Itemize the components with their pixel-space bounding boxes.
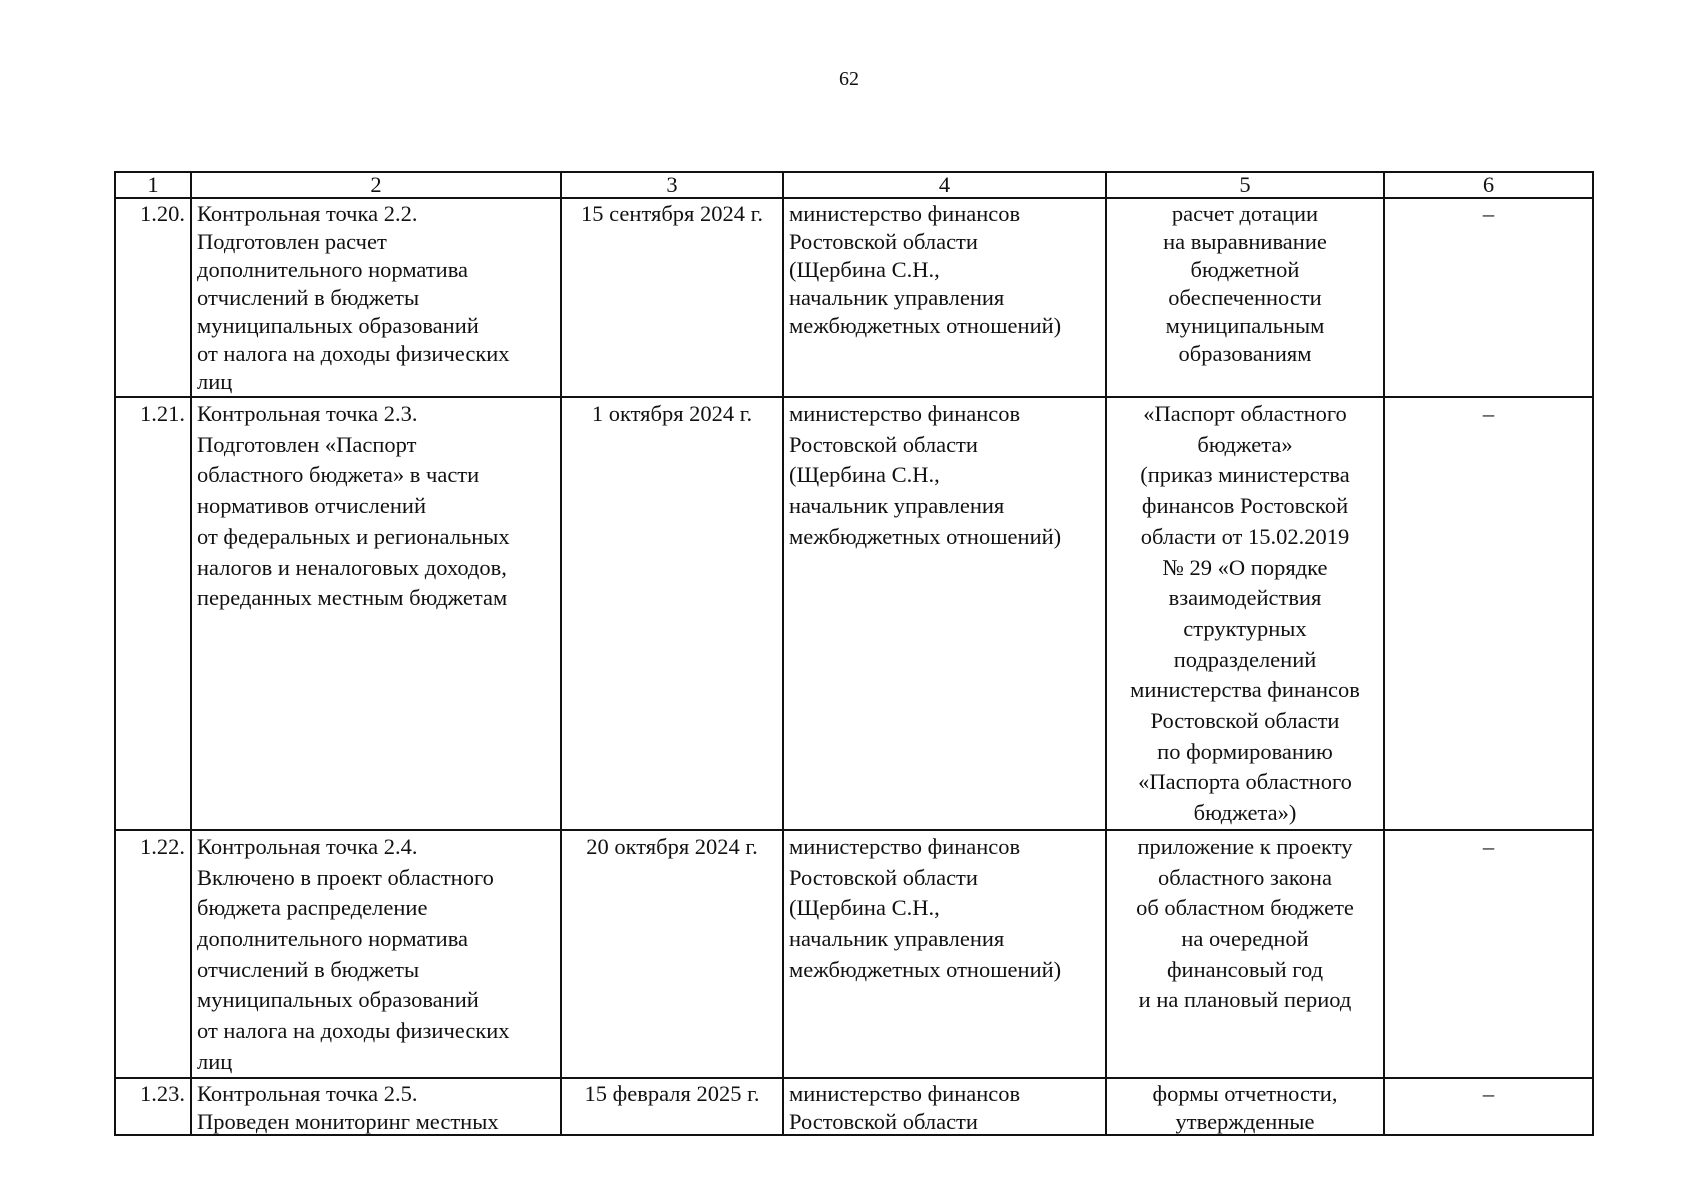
column-header-3: 3: [561, 172, 783, 198]
table-row: [115, 397, 1593, 830]
row-number: 1.20.: [115, 198, 191, 397]
control-point-date: [561, 1078, 783, 1135]
responsible-executor: министерство финансов Ростовской области (Щербина С.Н., начальник управления межбюджетных отношений): [783, 830, 1106, 1079]
control-point-date: 20 октября 2024 г.: [561, 830, 783, 1079]
result-document: расчет дотации на выравнивание бюджетной обеспеченности муниципальным образованиям: [1106, 198, 1384, 397]
column-6-value-text: –: [1482, 1081, 1495, 1107]
table-header-row: [115, 172, 1593, 198]
column-header-6: 6: [1384, 172, 1593, 198]
responsible-executor-text: министерство финансов Ростовской области: [789, 1081, 1021, 1135]
control-point-date: 1 октября 2024 г.: [561, 397, 783, 830]
column-header-5: 5: [1106, 172, 1384, 198]
table-row: [115, 198, 1593, 397]
responsible-executor: [783, 1078, 1106, 1135]
result-document: «Паспорт областного бюджета» (приказ министерства финансов Ростовской области от 15.02.2019 № 29 «О порядке взаимодействия структурных подразделений министерства финансов Ростовской области по формированию «Паспорта областного бюджета»): [1106, 397, 1384, 830]
responsible-executor: министерство финансов Ростовской области (Щербина С.Н., начальник управления межбюджетных отношений): [783, 397, 1106, 830]
control-point-name: Контрольная точка 2.4. Включено в проект областного бюджета распределение дополнительного норматива отчислений в бюджеты муниципальных образований от налога на доходы физических лиц: [191, 830, 561, 1079]
column-6-value: –: [1384, 198, 1593, 397]
control-point-name: [191, 1078, 561, 1135]
result-document: [1106, 1078, 1384, 1135]
row-number: 1.22.: [115, 830, 191, 1079]
column-header-1: 1: [115, 172, 191, 198]
control-point-date-text: 15 февраля 2025 г.: [584, 1081, 760, 1107]
responsible-executor: министерство финансов Ростовской области (Щербина С.Н., начальник управления межбюджетных отношений): [783, 198, 1106, 397]
row-number-text: 1.23.: [140, 1081, 185, 1107]
row-number: [115, 1078, 191, 1135]
control-point-date: 15 сентября 2024 г.: [561, 198, 783, 397]
table-row: [115, 1078, 1593, 1135]
control-points-table: [114, 171, 1594, 1136]
control-point-name-text: Контрольная точка 2.5. Проведен мониторинг местных: [197, 1081, 499, 1135]
column-6-value: [1384, 1078, 1593, 1135]
result-document-text: формы отчетности, утвержденные: [1152, 1081, 1338, 1135]
control-point-name: Контрольная точка 2.3. Подготовлен «Паспорт областного бюджета» в части нормативов отчислений от федеральных и региональных налогов и неналоговых доходов, переданных местным бюджетам: [191, 397, 561, 830]
column-6-value: –: [1384, 397, 1593, 830]
page-number: 62: [839, 68, 859, 90]
table-row: [115, 830, 1593, 1079]
column-6-value: –: [1384, 830, 1593, 1079]
column-header-4: 4: [783, 172, 1106, 198]
column-header-2: 2: [191, 172, 561, 198]
control-point-name: Контрольная точка 2.2. Подготовлен расчет дополнительного норматива отчислений в бюджеты муниципальных образований от налога на доходы физических лиц: [191, 198, 561, 397]
row-number: 1.21.: [115, 397, 191, 830]
result-document: приложение к проекту областного закона об областном бюджете на очередной финансовый год и на плановый период: [1106, 830, 1384, 1079]
